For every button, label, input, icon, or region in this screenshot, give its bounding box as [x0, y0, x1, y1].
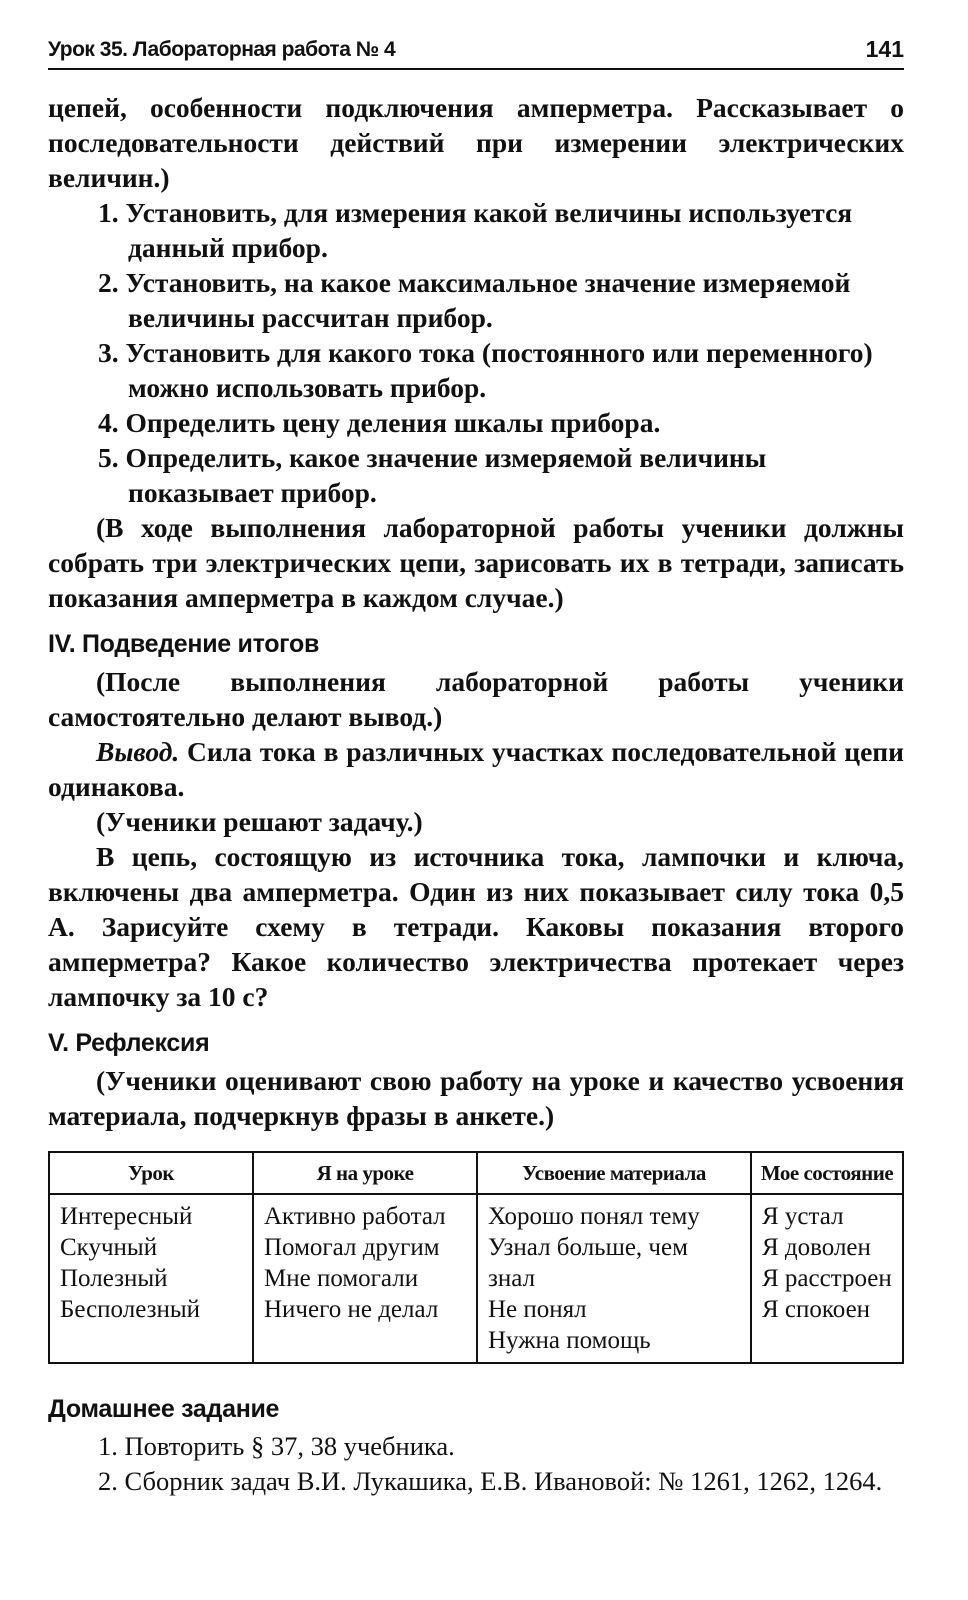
measurement-steps-list [48, 195, 904, 510]
conclusion-text: Сила тока в различных участках последовательной цепи одинакова. [48, 736, 904, 802]
homework-heading: Домашнее задание [48, 1395, 280, 1423]
intro-paragraph: цепей, особенности подключения амперметра. Рассказывает о последовательности действий при измерении электрических величин.) [48, 92, 904, 193]
table-option: Скучный [60, 1234, 158, 1261]
section-5-paragraph: (Ученики оценивают свою работу на уроке и качество усвоения материала, подчеркнув фразы в анкете.) [48, 1065, 904, 1131]
table-option: Интересный [60, 1203, 193, 1230]
list-item: 1. Повторить § 37, 38 учебника. [98, 1431, 455, 1461]
list-item: 5. Определить, какое значение измеряемой величины показывает прибор. [98, 442, 767, 508]
list-item: 2. Установить, на какое максимальное значение измеряемой величины рассчитан прибор. [98, 267, 851, 333]
page-number: 141 [865, 36, 904, 62]
section-4-paragraph-1: (После выполнения лабораторной работы ученики самостоятельно делают вывод.) [48, 666, 904, 732]
table-option: Полезный [60, 1265, 168, 1292]
section-4-heading: IV. Подведение итогов [48, 630, 320, 658]
table-option: знал [488, 1265, 536, 1292]
conclusion-label: Вывод. [96, 736, 180, 767]
table-header-row [49, 1152, 903, 1194]
table-header-cell: Мое состояние [751, 1152, 903, 1194]
list-item: 4. Определить цену деления шкалы прибора. [98, 407, 661, 438]
table-cell [253, 1194, 477, 1363]
list-item: 3. Установить для какого тока (постоянного или переменного) можно использовать прибор. [98, 337, 873, 403]
table-option: Нужна помощь [488, 1327, 651, 1354]
table-option: Я расстроен [762, 1265, 892, 1292]
table-option: Ничего не делал [264, 1296, 439, 1323]
homework-section [48, 1392, 904, 1499]
homework-list [48, 1429, 904, 1499]
page-header-title: Урок 35. Лабораторная работа № 4 [48, 38, 396, 61]
section-5-heading: V. Рефлексия [48, 1029, 210, 1057]
table-option: Я доволен [762, 1234, 871, 1261]
reflection-survey-table [48, 1151, 904, 1364]
table-option: Помогал другим [264, 1234, 440, 1261]
table-option: Активно работал [264, 1203, 446, 1230]
section-4-paragraph-3: (Ученики решают задачу.) [96, 806, 423, 837]
running-header [48, 34, 904, 70]
conclusion-paragraph [48, 734, 904, 804]
lab-note-paragraph: (В ходе выполнения лабораторной работы ученики должны собрать три электрических цепи, зарисовать их в тетради, записать показания амперметра в каждом случае.) [48, 512, 904, 613]
table-option: Не понял [488, 1296, 587, 1323]
table-header-cell: Усвоение материала [477, 1152, 751, 1194]
table-option: Бесполезный [60, 1296, 201, 1323]
table-header-cell: Урок [49, 1152, 253, 1194]
table-cell [477, 1194, 751, 1363]
list-item: 2. Сборник задач В.И. Лукашика, Е.В. Ивановой: № 1261, 1262, 1264. [98, 1466, 883, 1496]
table-row [49, 1194, 903, 1363]
table-cell [751, 1194, 903, 1363]
table-option: Мне помогали [264, 1265, 419, 1292]
table-option: Я спокоен [762, 1296, 871, 1323]
list-item: 1. Установить, для измерения какой величины используется данный прибор. [98, 197, 853, 263]
table-cell [49, 1194, 253, 1363]
main-text [48, 90, 904, 1364]
table-header-cell: Я на уроке [253, 1152, 477, 1194]
table-option: Я устал [762, 1203, 844, 1230]
task-paragraph: В цепь, состоящую из источника тока, лампочки и ключа, включены два амперметра. Один из них показывает силу тока 0,5 А. Зарисуйте схему в тетради. Каковы показания второго амперметра? Какое количество электричества протекает через лампочку за 10 с? [48, 841, 904, 1012]
table-option: Хорошо понял тему [488, 1203, 700, 1230]
table-option: Узнал больше, чем [488, 1234, 688, 1261]
